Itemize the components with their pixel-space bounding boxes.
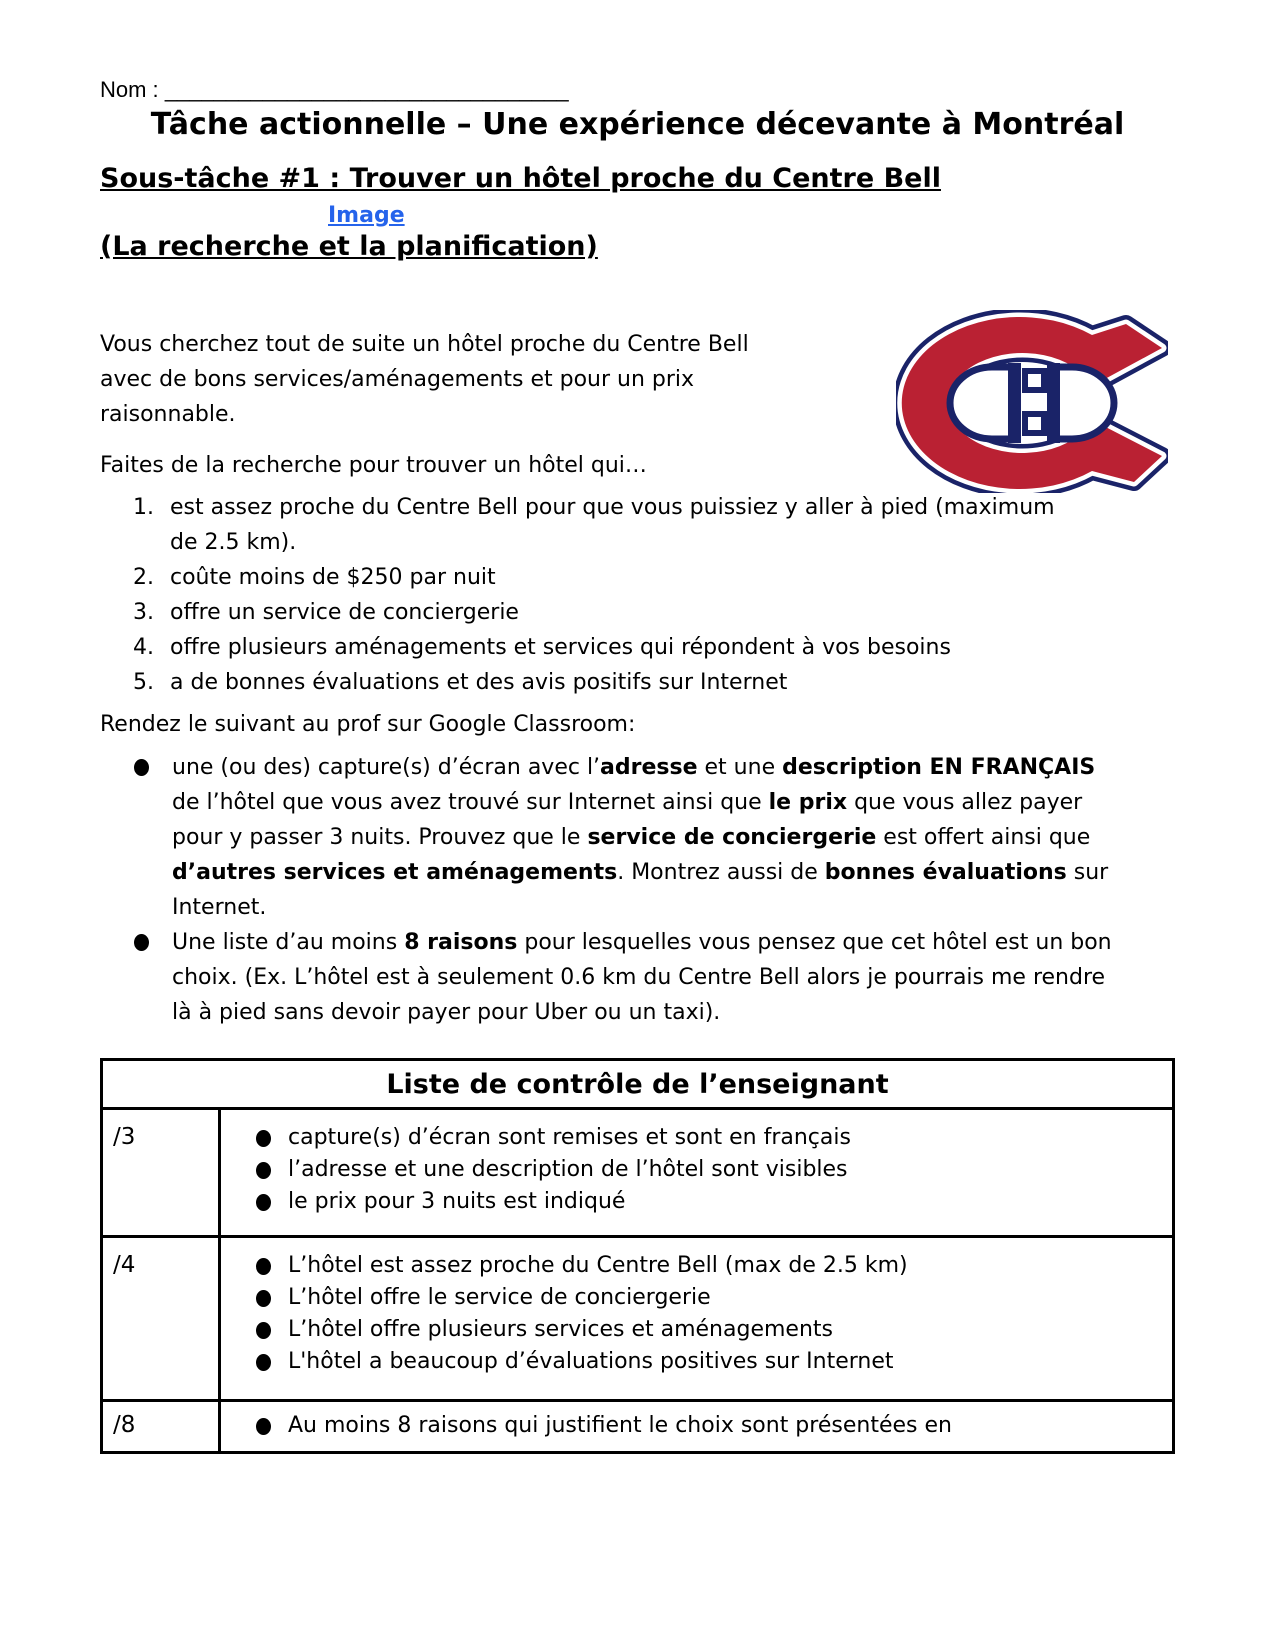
deliverable-item: une (ou des) capture(s) d’écran avec l’adresse et une description EN FRANÇAIS de l’hôtel que vous avez trouvé sur Internet ainsi que le prix que vous allez payer pour y passer 3 nuits. Prouvez que le service de conciergerie est offert ainsi que d’autres services et aménagements. Montrez aussi de bonnes évaluations sur Internet. — [172, 750, 1120, 925]
image-link-line — [328, 202, 1175, 229]
subtask-heading: Sous-tâche #1 : Trouver un hôtel proche du Centre Bell — [100, 163, 941, 194]
checklist-item: L’hôtel est assez proche du Centre Bell (max de 2.5 km) — [288, 1250, 1162, 1282]
checklist-item: Au moins 8 raisons qui justifient le choix sont présentées en — [288, 1410, 1162, 1442]
table-row — [102, 1109, 1174, 1237]
score-cell: /4 — [102, 1237, 220, 1401]
checklist-items — [221, 1410, 1162, 1442]
search-prompt: Faites de la recherche pour trouver un hôtel qui… — [100, 453, 647, 478]
name-field-label: Nom : — [100, 77, 159, 102]
subtitle-heading: (La recherche et la planification) — [100, 231, 598, 262]
checklist-item: l’adresse et une description de l’hôtel sont visibles — [288, 1154, 1162, 1186]
deliverables-list — [100, 750, 1120, 1030]
teacher-checklist-table — [100, 1058, 1175, 1454]
deliverables-intro: Rendez le suivant au prof sur Google Classroom: — [100, 712, 636, 737]
checklist-item: le prix pour 3 nuits est indiqué — [288, 1186, 1162, 1218]
criteria-item: a de bonnes évaluations et des avis positifs sur Internet — [170, 670, 788, 695]
deliverable-item: Une liste d’au moins 8 raisons pour lesquelles vous pensez que cet hôtel est un bon choix. (Ex. L’hôtel est à seulement 0.6 km du Centre Bell alors je pourrais me rendre là à pied sans devoir payer pour Uber ou un taxi). — [172, 925, 1120, 1030]
criteria-list — [100, 490, 1060, 700]
intro-paragraph: Vous cherchez tout de suite un hôtel proche du Centre Bell avec de bons services/aménagements et pour un prix raisonnable. — [100, 332, 749, 427]
checklist-header-row — [102, 1060, 1174, 1109]
checklist-item: L’hôtel offre le service de conciergerie — [288, 1282, 1162, 1314]
image-link[interactable]: Image — [328, 203, 405, 228]
checklist-item: L'hôtel a beaucoup d’évaluations positives sur Internet — [288, 1346, 1162, 1378]
checklist-title: Liste de contrôle de l’enseignant — [102, 1060, 1174, 1109]
checklist-items — [221, 1122, 1162, 1218]
name-line — [100, 72, 1175, 107]
score-cell: /8 — [102, 1401, 220, 1453]
table-row — [102, 1401, 1174, 1453]
checklist-item: L’hôtel offre plusieurs services et aménagements — [288, 1314, 1162, 1346]
name-blank-line: _________________________________ — [164, 77, 569, 102]
checklist-item: capture(s) d’écran sont remises et sont en français — [288, 1122, 1162, 1154]
table-row — [102, 1237, 1174, 1401]
document-content — [100, 72, 1175, 1454]
page-title: Tâche actionnelle – Une expérience décevante à Montréal — [150, 107, 1125, 142]
criteria-item: offre un service de conciergerie — [170, 600, 519, 625]
criteria-item: est assez proche du Centre Bell pour que vous puissiez y aller à pied (maximum de 2.5 km). — [170, 495, 1055, 555]
criteria-item: coûte moins de $250 par nuit — [170, 565, 496, 590]
criteria-item: offre plusieurs aménagements et services qui répondent à vos besoins — [170, 635, 951, 660]
checklist-items — [221, 1250, 1162, 1378]
score-cell: /3 — [102, 1109, 220, 1237]
